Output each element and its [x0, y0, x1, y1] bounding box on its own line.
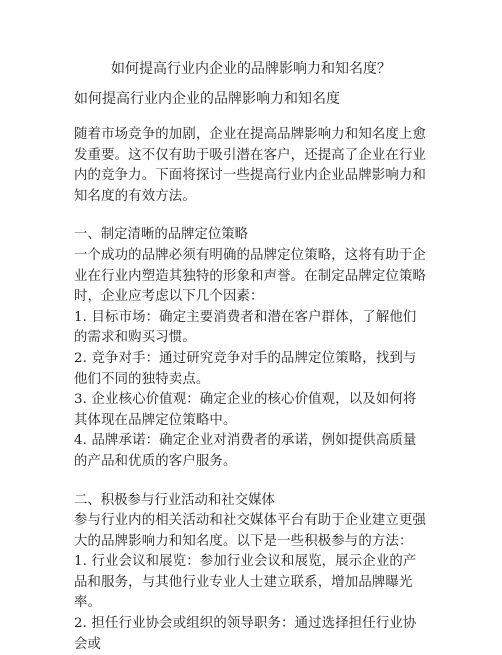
section-1-item: 1. 目标市场：确定主要消费者和潜在客户群体，了解他们的需求和购买习惯。: [74, 309, 417, 346]
section-1-body: 一个成功的品牌必须有明确的品牌定位策略，这将有助于企业在行业内塑造其独特的形象和声誉。在制定品牌定位策略时，企业应考虑以下几个因素：: [74, 247, 427, 305]
section-2-item: 1. 行业会议和展览：参加行业会议和展览，展示企业的产品和服务，与其他行业专业人士建立联系，增加品牌曝光率。: [74, 554, 417, 611]
document-subtitle: 如何提高行业内企业的品牌影响力和知名度: [74, 91, 340, 107]
section-1-item: 3. 企业核心价值观：确定企业的核心价值观，以及如何将其体现在品牌定位策略中。: [74, 392, 417, 428]
section-1-item: 4. 品牌承诺：确定企业对消费者的承诺，例如提供高质量的产品和优质的客户服务。: [74, 433, 417, 469]
paragraph-gap: [74, 207, 428, 225]
section-1-heading: 一、制定清晰的品牌定位策略: [74, 227, 249, 243]
section-2-body: 参与行业内的相关活动和社交媒体平台有助于企业建立更强大的品牌影响力和知名度。以下是一些积极参与的方法：: [74, 513, 427, 549]
paragraph-gap: [74, 473, 428, 491]
section-2-heading: 二、积极参与行业活动和社交媒体: [74, 492, 275, 508]
section-1-item: 2. 竞争对手：通过研究竞争对手的品牌定位策略，找到与他们不同的独特卖点。: [74, 350, 417, 387]
intro-paragraph: 随着市场竞争的加剧，企业在提高品牌影响力和知名度上愈发重要。这不仅有助于吸引潜在客户，还提高了企业在行业内的竞争力。下面将探讨一些提高行业内企业品牌影响力和知名度的有效方法。: [74, 127, 427, 204]
document-title: 如何提高行业内企业的品牌影响力和知名度？: [111, 61, 391, 77]
section-2-item: 2. 担任行业协会或组织的领导职务：通过选择担任行业协会或: [74, 616, 417, 652]
